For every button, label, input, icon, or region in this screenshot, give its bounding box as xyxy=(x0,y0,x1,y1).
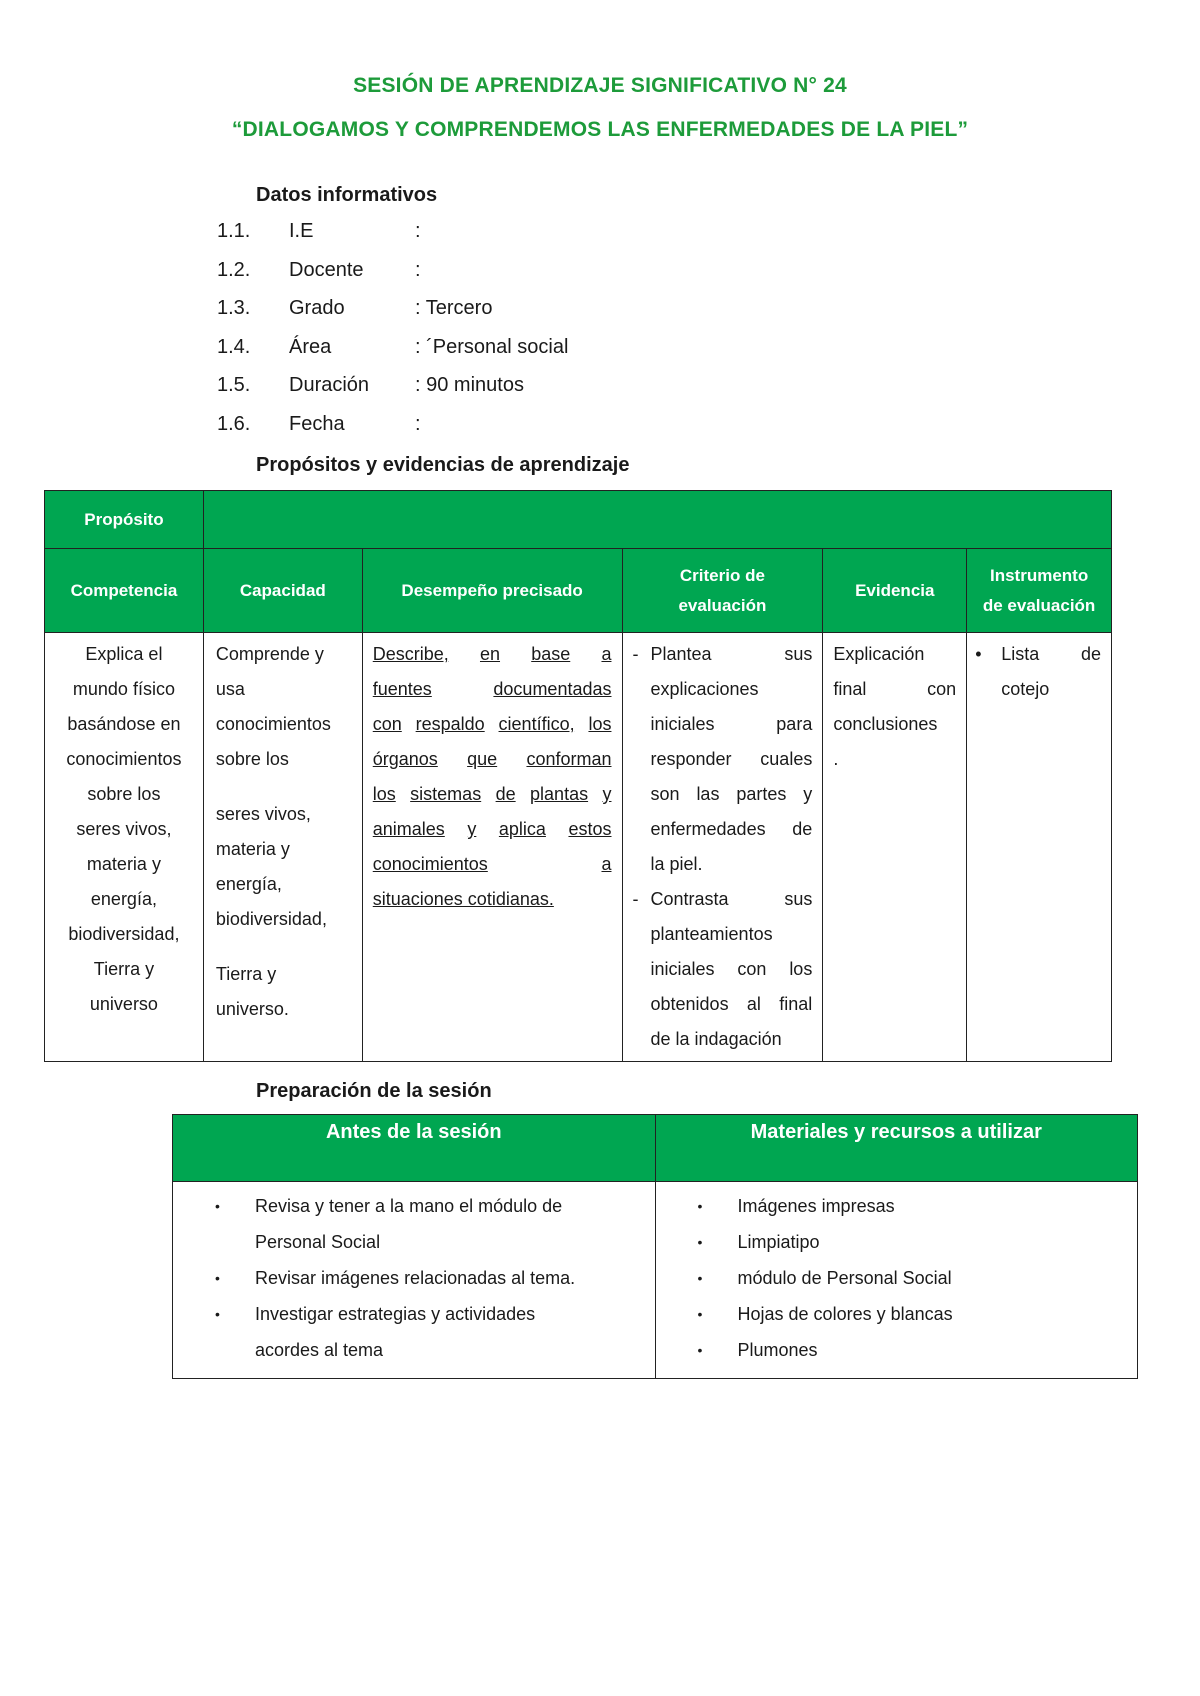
datos-row-label: Fecha xyxy=(289,412,345,435)
criterio-line xyxy=(651,987,813,1022)
capacidad-cell xyxy=(203,633,362,1062)
word: Contrasta xyxy=(650,889,729,909)
materiales-item xyxy=(698,1224,1127,1260)
antes-item xyxy=(215,1296,645,1368)
word: los xyxy=(372,784,396,804)
desempeno-line xyxy=(373,637,612,672)
competencia-line: biodiversidad, xyxy=(68,924,180,944)
desempeno-line xyxy=(373,742,612,777)
instrumento-cell xyxy=(967,633,1112,1062)
datos-row-number: 1.6. xyxy=(217,412,251,435)
datos-row-label: Duración xyxy=(289,374,370,396)
criterio-item xyxy=(632,882,813,1057)
materiales-list xyxy=(655,1182,1137,1379)
antes-line: Revisa y tener a la mano el módulo de xyxy=(255,1196,563,1216)
capacidad-line: universo. xyxy=(215,999,289,1019)
word: los xyxy=(789,959,813,979)
criterio-line: la piel. xyxy=(650,854,703,874)
word: conforman xyxy=(526,749,612,769)
word: Lista xyxy=(1001,644,1040,664)
capacidad-line: seres vivos, xyxy=(215,804,311,824)
bullet-marker: • xyxy=(215,1270,220,1286)
antes-line: Investigar estrategias y actividades xyxy=(255,1304,536,1324)
word: documentadas xyxy=(493,679,612,699)
propositos-table xyxy=(44,490,1112,1062)
word: iniciales xyxy=(650,959,715,979)
word: los xyxy=(588,714,612,734)
datos-row-label: Área xyxy=(289,335,332,358)
word: final xyxy=(833,679,867,699)
criterio-cell xyxy=(622,633,823,1062)
antes-item xyxy=(215,1260,645,1296)
bullet-marker: • xyxy=(975,644,982,664)
materiales-item xyxy=(698,1296,1127,1332)
word: al xyxy=(746,994,761,1014)
criterio-line xyxy=(651,707,813,742)
antes-list xyxy=(173,1182,656,1379)
competencia-line: mundo físico xyxy=(72,679,175,699)
criterio-line xyxy=(651,777,813,812)
competencia-cell xyxy=(45,633,204,1062)
word: son xyxy=(650,784,680,804)
word: científico, xyxy=(498,714,575,734)
word: Plantea xyxy=(650,644,712,664)
word: conocimientos xyxy=(372,854,488,874)
word: y xyxy=(602,784,612,804)
word: obtenidos xyxy=(650,994,729,1014)
instrumento-line xyxy=(1001,637,1101,672)
word: de xyxy=(1080,644,1101,664)
word: para xyxy=(776,714,813,734)
materiales-item xyxy=(698,1188,1127,1224)
datos-row-label: I.E xyxy=(289,220,314,242)
word: con xyxy=(372,714,402,734)
word: iniciales xyxy=(650,714,715,734)
proposito-value-cell xyxy=(203,491,1111,549)
competencia-line: sobre los xyxy=(87,784,161,804)
word: plantas xyxy=(530,784,589,804)
capacidad-line: Comprende y xyxy=(215,644,324,664)
datos-row-number: 1.4. xyxy=(217,335,251,358)
criterio-line xyxy=(651,917,813,952)
competencia-line: basándose en xyxy=(67,714,181,734)
competencia-line: materia y xyxy=(86,854,161,874)
word: cuales xyxy=(760,749,813,769)
header-criterio: Criterio de evaluación xyxy=(622,549,823,633)
word: fuentes xyxy=(372,679,432,699)
desempeno-line xyxy=(373,812,612,847)
document-title: SESIÓN DE APRENDIZAJE SIGNIFICATIVO N° 24 xyxy=(353,74,847,97)
capacidad-line: conocimientos xyxy=(215,714,331,734)
word: con xyxy=(927,679,957,699)
word: de xyxy=(792,819,813,839)
word: final xyxy=(779,994,813,1014)
capacidad-line: biodiversidad, xyxy=(215,909,327,929)
datos-row-value: : 90 minutos xyxy=(415,374,524,396)
antes-line: acordes al tema xyxy=(255,1340,384,1360)
header-instrumento: Instrumento de evaluación xyxy=(967,549,1112,633)
datos-row-value: : xyxy=(415,220,421,242)
dash-marker: - xyxy=(632,644,639,664)
proposito-label: Propósito xyxy=(84,509,164,529)
word: a xyxy=(601,854,612,874)
word: estos xyxy=(568,819,612,839)
competencia-line: conocimientos xyxy=(66,749,182,769)
header-desempeno: Desempeño precisado xyxy=(362,549,622,633)
antes-line: Revisar imágenes relacionadas al tema. xyxy=(255,1268,576,1288)
word: en xyxy=(479,644,501,664)
datos-row-number: 1.2. xyxy=(217,258,251,281)
instrumento-line: cotejo xyxy=(1001,679,1050,699)
materiales-line: módulo de Personal Social xyxy=(737,1268,952,1288)
materiales-line: Imágenes impresas xyxy=(737,1196,895,1216)
word: planteamientos xyxy=(650,924,773,944)
evidencia-cell xyxy=(823,633,967,1062)
criterio-line xyxy=(651,882,813,917)
word: enfermedades xyxy=(650,819,766,839)
materiales-line: Hojas de colores y blancas xyxy=(737,1304,953,1324)
capacidad-block xyxy=(216,957,350,1027)
word: explicaciones xyxy=(650,679,759,699)
word: las xyxy=(696,784,720,804)
desempeno-cell xyxy=(362,633,622,1062)
word: sus xyxy=(784,644,813,664)
datos-row-number: 1.3. xyxy=(217,297,251,319)
datos-row-label: Docente xyxy=(289,258,364,281)
evidencia-line: Explicación xyxy=(833,644,925,664)
datos-row-label: Grado xyxy=(289,297,345,319)
preparacion-heading: Preparación de la sesión xyxy=(256,1080,492,1102)
word: órganos xyxy=(372,749,438,769)
antes-line: Personal Social xyxy=(255,1232,381,1252)
criterio-line: de la indagación xyxy=(650,1029,782,1049)
instrumento-item xyxy=(977,637,1101,707)
bullet-marker: • xyxy=(697,1270,703,1286)
materiales-line: Limpiatipo xyxy=(737,1232,820,1252)
datos-heading: Datos informativos xyxy=(256,184,438,206)
bullet-marker: • xyxy=(697,1198,703,1214)
word: sistemas xyxy=(410,784,482,804)
datos-row-value: : xyxy=(415,258,421,281)
word: y xyxy=(803,784,813,804)
capacidad-line: materia y xyxy=(215,839,290,859)
materiales-item xyxy=(698,1332,1127,1368)
desempeno-line xyxy=(373,707,612,742)
bullet-marker: • xyxy=(697,1234,703,1250)
datos-row-value: : xyxy=(415,412,421,435)
materiales-item xyxy=(698,1260,1127,1296)
word: que xyxy=(467,749,498,769)
word: animales xyxy=(372,819,445,839)
word: de xyxy=(495,784,516,804)
desempeno-line xyxy=(373,777,612,812)
datos-row-value: : ´Personal social xyxy=(415,335,569,358)
datos-row-number: 1.5. xyxy=(217,374,251,396)
proposito-label-cell xyxy=(45,491,204,549)
word: responder xyxy=(650,749,732,769)
datos-row-number: 1.1. xyxy=(217,220,251,242)
criterio-line xyxy=(651,812,813,847)
document-subtitle: “DIALOGAMOS Y COMPRENDEMOS LAS ENFERMEDADES DE LA PIEL” xyxy=(231,118,969,141)
desempeno-line xyxy=(373,672,612,707)
evidencia-line: . xyxy=(833,749,839,769)
desempeno-line xyxy=(373,847,612,882)
preparacion-table xyxy=(172,1114,1138,1379)
word: partes xyxy=(736,784,787,804)
bullet-marker: • xyxy=(697,1342,703,1358)
antes-header: Antes de la sesión xyxy=(173,1115,656,1182)
criterio-line xyxy=(651,742,813,777)
dash-marker: - xyxy=(632,889,639,909)
bullet-marker: • xyxy=(215,1306,220,1322)
criterio-item xyxy=(632,637,813,882)
criterio-line xyxy=(651,672,813,707)
evidencia-line xyxy=(833,672,956,707)
materiales-header: Materiales y recursos a utilizar xyxy=(655,1115,1137,1182)
word: a xyxy=(601,644,612,664)
criterio-line xyxy=(651,952,813,987)
bullet-marker: • xyxy=(215,1198,220,1214)
capacidad-line: Tierra y xyxy=(215,964,277,984)
capacidad-line: usa xyxy=(215,679,245,699)
desempeno-line: situaciones cotidianas. xyxy=(372,889,554,909)
word: respaldo xyxy=(415,714,485,734)
capacidad-line: sobre los xyxy=(215,749,289,769)
word: con xyxy=(737,959,767,979)
competencia-line: energía, xyxy=(90,889,157,909)
word: aplica xyxy=(498,819,546,839)
bullet-marker: • xyxy=(697,1306,703,1322)
datos-row-value: : Tercero xyxy=(415,297,493,319)
capacidad-block xyxy=(216,797,350,937)
capacidad-block xyxy=(216,637,350,777)
header-competencia: Competencia xyxy=(45,549,204,633)
capacidad-line: energía, xyxy=(215,874,282,894)
antes-item xyxy=(215,1188,645,1260)
word: Describe, xyxy=(372,644,449,664)
competencia-line: Tierra y xyxy=(93,959,155,979)
criterio-line xyxy=(651,637,813,672)
competencia-line: universo xyxy=(89,994,158,1014)
header-evidencia: Evidencia xyxy=(823,549,967,633)
materiales-line: Plumones xyxy=(737,1340,818,1360)
word: base xyxy=(531,644,571,664)
word: sus xyxy=(784,889,813,909)
competencia-line: Explica el xyxy=(85,644,163,664)
evidencia-line: conclusiones xyxy=(833,714,938,734)
word: y xyxy=(467,819,477,839)
propositos-heading: Propósitos y evidencias de aprendizaje xyxy=(256,454,630,476)
competencia-line: seres vivos, xyxy=(76,819,172,839)
header-capacidad: Capacidad xyxy=(203,549,362,633)
